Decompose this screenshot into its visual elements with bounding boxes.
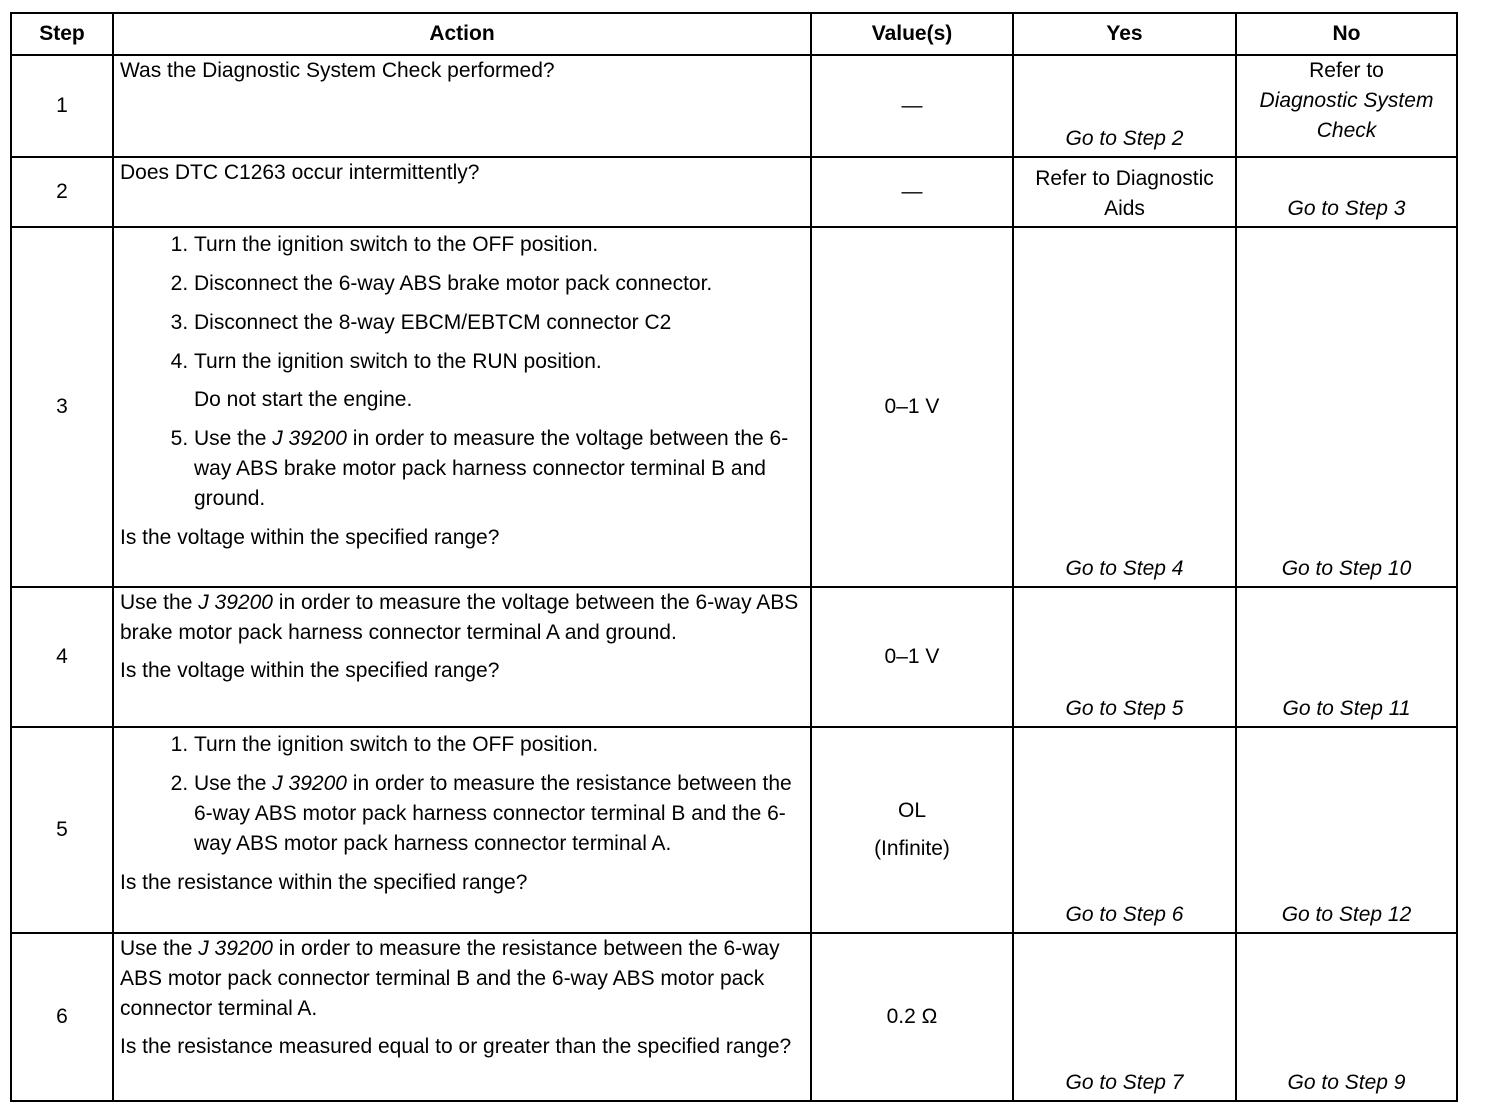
no-cell (1236, 55, 1457, 157)
table-row (11, 55, 1457, 157)
action-cell (113, 933, 811, 1101)
yes-cell: Go to Step 2 (1013, 55, 1236, 157)
value-cell: 0–1 V (811, 587, 1013, 727)
action-text (120, 934, 804, 1024)
action-cell (113, 227, 811, 587)
value-line: OL (897, 799, 926, 822)
step-number: 2 (11, 157, 113, 227)
value-cell: — (811, 157, 1013, 227)
list-item (194, 347, 804, 415)
value-cell: — (811, 55, 1013, 157)
action-cell (113, 55, 811, 157)
action-body: in order to measure the resistance between the 6-way ABS motor pack connector terminal B and the 6-way ABS motor pack connector terminal A. (120, 937, 780, 1020)
action-cell (113, 727, 811, 933)
no-reference: Diagnostic System Check (1259, 89, 1434, 142)
value-line: (Infinite) (874, 837, 950, 860)
action-cell (113, 157, 811, 227)
header-values: Value(s) (811, 13, 1013, 55)
list-item-text: Turn the ignition switch to the RUN position. (194, 350, 602, 373)
table-row (11, 227, 1457, 587)
no-cell: Go to Step 11 (1236, 587, 1457, 727)
header-step: Step (11, 13, 113, 55)
step-number: 5 (11, 727, 113, 933)
list-item-text: in order to measure the resistance between the 6-way ABS motor pack harness connector terminal B and the 6-way ABS motor pack harness connector terminal A. (194, 772, 792, 855)
yes-cell: Go to Step 6 (1013, 727, 1236, 933)
question-text: Is the voltage within the specified range? (120, 526, 500, 549)
list-item-text: in order to measure the voltage between the 6-way ABS brake motor pack harness connector terminal B and ground. (194, 427, 789, 510)
value-cell: 0–1 V (811, 227, 1013, 587)
question-text: Is the voltage within the specified range? (120, 659, 500, 682)
list-item: 3. Disconnect the 8-way EBCM/EBTCM connector C2 (194, 308, 804, 338)
diagnostic-table (10, 12, 1458, 1102)
tool-name: J 39200 (272, 772, 347, 795)
yes-cell: Refer to Diagnostic Aids (1013, 157, 1236, 227)
header-yes: Yes (1013, 13, 1236, 55)
tool-name: J 39200 (198, 591, 273, 614)
no-cell: Go to Step 10 (1236, 227, 1457, 587)
value-cell (811, 727, 1013, 933)
tool-prefix: Use the (120, 591, 193, 614)
header-action: Action (113, 13, 811, 55)
step-number: 6 (11, 933, 113, 1101)
action-cell (113, 587, 811, 727)
question-text: Was the Diagnostic System Check performed? (120, 59, 555, 82)
list-item-note: Do not start the engine. (194, 388, 413, 411)
table-row (11, 587, 1457, 727)
table-row (11, 933, 1457, 1101)
list-item: 1. Turn the ignition switch to the OFF position. (194, 230, 804, 260)
table-row (11, 727, 1457, 933)
procedure-list (120, 230, 804, 514)
list-item (194, 769, 804, 859)
list-item: 1. Turn the ignition switch to the OFF position. (194, 730, 804, 760)
value-cell: 0.2 Ω (811, 933, 1013, 1101)
step-number: 1 (11, 55, 113, 157)
step-number: 4 (11, 587, 113, 727)
procedure-list (120, 730, 804, 859)
yes-cell: Go to Step 5 (1013, 587, 1236, 727)
no-cell: Go to Step 3 (1236, 157, 1457, 227)
question-text: Is the resistance within the specified range? (120, 871, 528, 894)
step-number: 3 (11, 227, 113, 587)
tool-prefix: Use the (120, 937, 193, 960)
header-no: No (1236, 13, 1457, 55)
list-item: 2. Disconnect the 6-way ABS brake motor pack connector. (194, 269, 804, 299)
no-cell: Go to Step 9 (1236, 933, 1457, 1101)
no-prefix: Refer to (1309, 59, 1384, 82)
action-text (120, 588, 804, 648)
table-row (11, 157, 1457, 227)
question-text: Does DTC C1263 occur intermittently? (120, 161, 480, 184)
yes-cell: Go to Step 7 (1013, 933, 1236, 1101)
list-item (194, 424, 804, 514)
tool-prefix: Use the (194, 427, 267, 450)
question-text: Is the resistance measured equal to or greater than the specified range? (120, 1035, 792, 1058)
action-body: in order to measure the voltage between the 6-way ABS brake motor pack harness connector terminal A and ground. (120, 591, 799, 644)
no-cell: Go to Step 12 (1236, 727, 1457, 933)
tool-prefix: Use the (194, 772, 267, 795)
tool-name: J 39200 (272, 427, 347, 450)
tool-name: J 39200 (198, 937, 273, 960)
header-row (11, 13, 1457, 55)
yes-cell: Go to Step 4 (1013, 227, 1236, 587)
